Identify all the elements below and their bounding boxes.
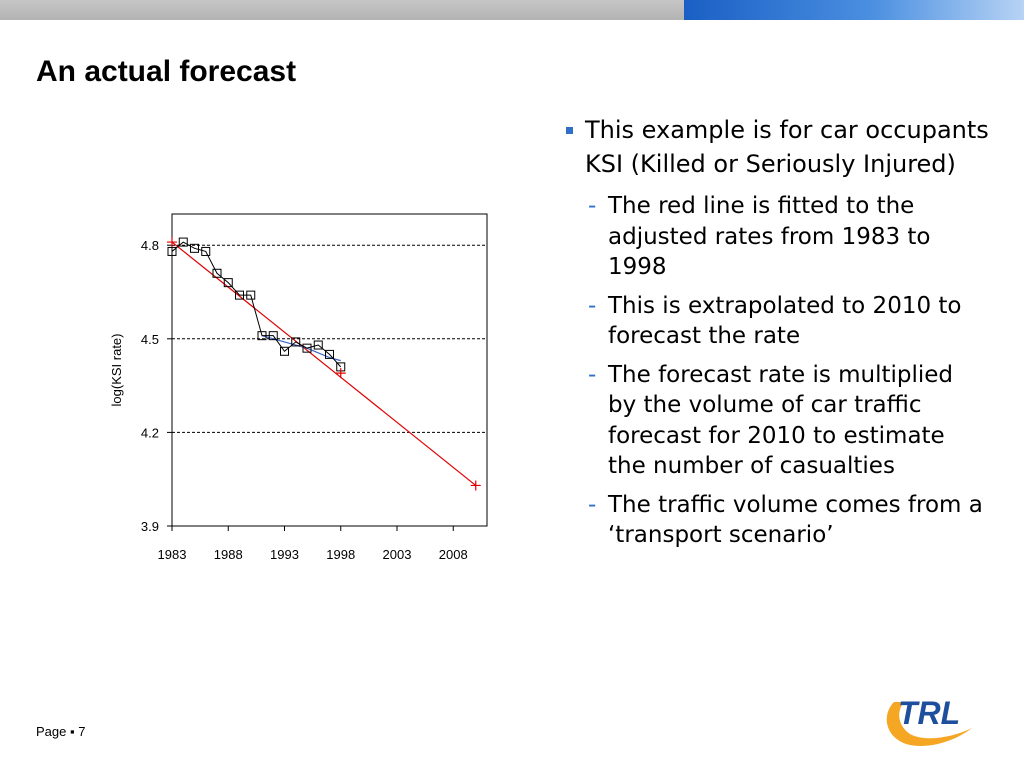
x-tick-label: 2003 (382, 547, 412, 562)
bullet-square-icon (566, 127, 573, 134)
footer (36, 724, 85, 739)
y-tick-label: 4.2 (140, 425, 159, 441)
top-bar-grey (0, 0, 684, 20)
y-axis-label: log(KSI rate) (109, 333, 124, 407)
sub-bullet-dash: - (588, 292, 597, 319)
x-tick-label: 1983 (157, 547, 187, 562)
sub-bullet-dash: - (588, 193, 597, 219)
x-tick-label: 1988 (213, 547, 243, 562)
y-tick-label: 4.5 (140, 331, 159, 347)
trl-logo (880, 688, 992, 748)
footer-page-label: Page (36, 724, 67, 739)
sub-bullet-text: The traffic volume comes from a ‘transport scenario’ (608, 491, 983, 548)
bullet-item (566, 113, 1006, 181)
x-tick-label: 2008 (438, 547, 468, 562)
plot-frame (172, 214, 487, 526)
bullet-text: This example is for car occupants KSI (Killed or Seriously Injured) (585, 116, 989, 178)
logo-text: TRL (898, 695, 961, 731)
footer-separator: ▪ (70, 724, 75, 739)
sub-bullet-text: The red line is fitted to the adjusted rates from 1983 to 1998 (608, 193, 931, 280)
footer-page-number: 7 (78, 724, 86, 739)
x-tick-label: 1993 (270, 547, 299, 562)
x-tick-label: 1998 (326, 547, 356, 562)
sub-bullet-dash: - (588, 361, 597, 388)
sub-bullet-item (588, 191, 1006, 283)
forecast-chart (100, 200, 500, 580)
sub-bullet-text: The forecast rate is multiplied by the volume of car traffic forecast for 2010 to estimate the number of casualties (608, 361, 954, 479)
bullet-list (566, 113, 1006, 551)
y-tick-label: 3.9 (140, 519, 159, 534)
sub-bullet-item (588, 490, 1006, 551)
sub-bullet-dash: - (588, 491, 597, 518)
top-bar-blue (684, 0, 1024, 20)
sub-bullet-item (588, 291, 1006, 352)
slide-title: An actual forecast (36, 55, 297, 88)
sub-bullet-text: This is extrapolated to 2010 to forecast the rate (608, 292, 962, 349)
sub-bullet-item (588, 360, 1006, 482)
y-tick-label: 4.8 (140, 238, 159, 254)
